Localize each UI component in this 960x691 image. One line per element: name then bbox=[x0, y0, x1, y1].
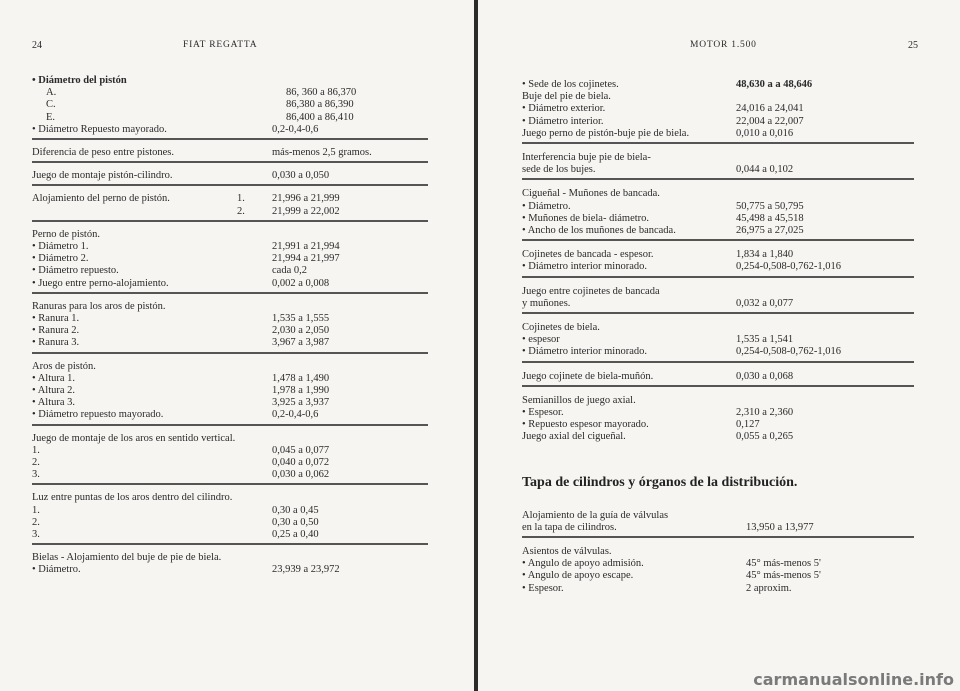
spec-row bbox=[32, 300, 428, 313]
spec-row bbox=[522, 285, 914, 298]
spec-label: • Angulo de apoyo admisión. bbox=[522, 558, 644, 570]
section-divider bbox=[522, 312, 914, 314]
spec-label: Diferencia de peso entre pistones. bbox=[32, 147, 174, 158]
spec-row bbox=[46, 86, 428, 99]
spec-row bbox=[32, 504, 428, 517]
section-divider bbox=[522, 276, 914, 278]
spec-label: • Altura 3. bbox=[32, 397, 76, 409]
spec-row bbox=[32, 192, 428, 205]
spec-value: 21,996 a 21,999 bbox=[272, 193, 340, 205]
spec-label: • Ranura 3. bbox=[32, 337, 80, 349]
spec-value: 0,030 a 0,068 bbox=[736, 370, 794, 382]
section-divider bbox=[522, 239, 914, 241]
spec-row bbox=[32, 360, 428, 373]
spec-label: • Muñones de biela- diámetro. bbox=[522, 212, 650, 224]
spec-row bbox=[522, 248, 914, 261]
spec-row bbox=[522, 345, 914, 358]
spec-row bbox=[32, 408, 428, 421]
spec-value: 21,994 a 21,997 bbox=[272, 253, 340, 265]
spec-row bbox=[522, 127, 914, 140]
spec-label: • Diámetro. bbox=[32, 564, 81, 576]
spec-row bbox=[522, 430, 914, 443]
spec-row bbox=[522, 224, 914, 237]
spec-row bbox=[522, 115, 914, 128]
spec-value: 50,775 a 50,795 bbox=[736, 200, 804, 212]
spec-label: 2. bbox=[32, 457, 40, 468]
spec-label: • Ranura 1. bbox=[32, 313, 80, 324]
spec-label: Cojinetes de biela. bbox=[522, 322, 600, 333]
spec-label: Juego axial del cigueñal. bbox=[522, 431, 626, 443]
spec-value: 26,975 a 27,025 bbox=[736, 225, 804, 236]
spec-value: cada 0,2 bbox=[272, 265, 307, 277]
spec-value: 0,030 a 0,050 bbox=[272, 170, 330, 182]
spec-value: 0,2-0,4-0,6 bbox=[272, 123, 319, 135]
spec-value: 0,2-0,4-0,6 bbox=[272, 409, 319, 421]
spec-value: 2,310 a 2,360 bbox=[736, 407, 794, 418]
spec-row bbox=[32, 74, 428, 87]
spec-value: 0,127 bbox=[736, 419, 760, 431]
left-page bbox=[0, 0, 474, 691]
spec-row bbox=[522, 187, 914, 200]
spec-row bbox=[32, 551, 428, 564]
spec-label: • Diámetro interior. bbox=[522, 115, 604, 127]
spec-value: 21,991 a 21,994 bbox=[272, 241, 340, 252]
section-divider bbox=[522, 142, 914, 144]
spec-row bbox=[32, 396, 428, 409]
spec-row bbox=[32, 491, 428, 504]
spec-value: 86,400 a 86,410 bbox=[286, 111, 354, 123]
spec-value: 2,030 a 2,050 bbox=[272, 325, 330, 337]
spec-label: 2. bbox=[32, 516, 40, 528]
spec-value: 45° más-menos 5' bbox=[746, 558, 821, 570]
spec-row bbox=[522, 394, 914, 407]
section-divider bbox=[32, 292, 428, 294]
spec-row bbox=[32, 146, 428, 159]
spec-row bbox=[32, 169, 428, 182]
page-number: 24 bbox=[32, 40, 42, 51]
spec-label: • espesor bbox=[522, 334, 560, 346]
spec-label: • Diámetro exterior. bbox=[522, 103, 606, 115]
running-head: FIAT REGATTA bbox=[183, 40, 258, 50]
spec-label: • Diámetro repuesto. bbox=[32, 265, 119, 277]
spec-index: 2. bbox=[237, 205, 245, 217]
spec-value: 48,630 a a 48,646 bbox=[736, 79, 813, 90]
spec-row bbox=[32, 384, 428, 397]
spec-row bbox=[32, 123, 428, 136]
spec-value: 45,498 a 45,518 bbox=[736, 212, 804, 224]
spec-label: • Espesor. bbox=[522, 407, 564, 418]
spec-label: 3. bbox=[32, 529, 40, 540]
page-number: 25 bbox=[908, 40, 918, 51]
spec-value: 86,380 a 86,390 bbox=[286, 99, 354, 111]
spec-label: y muñones. bbox=[522, 297, 571, 309]
spec-row bbox=[522, 297, 914, 310]
spec-label: Cigueñal - Muñones de bancada. bbox=[522, 188, 660, 200]
spec-value: 0,30 a 0,50 bbox=[272, 516, 319, 528]
spec-label: 1. bbox=[32, 444, 40, 456]
spec-row bbox=[32, 516, 428, 529]
spec-row bbox=[32, 324, 428, 337]
spec-row bbox=[522, 521, 914, 534]
spec-label: Aros de pistón. bbox=[32, 360, 96, 372]
spec-row bbox=[522, 321, 914, 334]
spec-value: 0,044 a 0,102 bbox=[736, 164, 794, 176]
spec-value: 23,939 a 23,972 bbox=[272, 564, 340, 576]
spec-value: 0,254-0,508-0,762-1,016 bbox=[736, 346, 841, 358]
spec-row bbox=[46, 98, 428, 111]
spec-label: • Ranura 2. bbox=[32, 325, 80, 337]
spec-value: 1,478 a 1,490 bbox=[272, 372, 330, 384]
spec-row bbox=[522, 370, 914, 383]
spec-label: Perno de pistón. bbox=[32, 228, 100, 240]
spec-row bbox=[522, 557, 914, 570]
spec-label: • Diámetro. bbox=[522, 200, 571, 212]
spec-row bbox=[32, 372, 428, 385]
section-divider bbox=[522, 536, 914, 538]
spec-value: 2 aproxim. bbox=[746, 582, 792, 594]
spec-row bbox=[522, 260, 914, 273]
section-divider bbox=[32, 220, 428, 222]
spec-label: • Diámetro 1. bbox=[32, 241, 89, 252]
spec-label: • Espesor. bbox=[522, 582, 564, 594]
spec-row bbox=[32, 240, 428, 253]
spec-label: Cojinetes de bancada - espesor. bbox=[522, 249, 654, 261]
spec-value: 0,045 a 0,077 bbox=[272, 444, 330, 456]
spec-value: 0,25 a 0,40 bbox=[272, 529, 319, 540]
spec-label: C. bbox=[46, 99, 56, 111]
spec-row bbox=[522, 200, 914, 213]
spec-row bbox=[522, 406, 914, 419]
spec-row bbox=[32, 528, 428, 541]
section-divider bbox=[32, 543, 428, 545]
right-page bbox=[478, 0, 960, 691]
spec-row bbox=[522, 163, 914, 176]
spec-value: 1,535 a 1,541 bbox=[736, 334, 794, 346]
spec-index: 1. bbox=[237, 193, 245, 205]
spec-label: en la tapa de cilindros. bbox=[522, 521, 617, 533]
spec-label: Ranuras para los aros de pistón. bbox=[32, 300, 166, 312]
spec-row bbox=[522, 78, 914, 91]
watermark: carmanualsonline.info bbox=[753, 670, 954, 689]
spec-label: Juego de montaje de los aros en sentido vertical. bbox=[32, 432, 236, 444]
spec-label: • Diámetro del pistón bbox=[32, 75, 127, 86]
spec-row bbox=[32, 264, 428, 277]
spec-row bbox=[32, 432, 428, 445]
spec-label: • Diámetro repuesto mayorado. bbox=[32, 409, 164, 421]
spec-value: 0,055 a 0,265 bbox=[736, 431, 794, 443]
spec-value: 0,002 a 0,008 bbox=[272, 277, 330, 289]
spec-label: • Repuesto espesor mayorado. bbox=[522, 419, 649, 431]
section-divider bbox=[32, 483, 428, 485]
spec-label: • Juego entre perno-alojamiento. bbox=[32, 277, 169, 289]
spec-label: Semianillos de juego axial. bbox=[522, 394, 636, 406]
spec-row bbox=[522, 90, 914, 103]
spec-label: • Diámetro 2. bbox=[32, 253, 89, 265]
spec-value: 13,950 a 13,977 bbox=[746, 521, 814, 533]
spec-label: • Altura 1. bbox=[32, 372, 76, 384]
spec-label: Interferencia buje pie de biela- bbox=[522, 152, 651, 163]
section-divider bbox=[522, 361, 914, 363]
spec-row bbox=[522, 582, 914, 595]
spec-row bbox=[522, 509, 914, 522]
section-divider bbox=[32, 161, 428, 163]
spec-row bbox=[32, 468, 428, 481]
spec-value: 3,925 a 3,937 bbox=[272, 397, 330, 409]
spec-row bbox=[32, 336, 428, 349]
section-divider bbox=[32, 138, 428, 140]
spec-label: A. bbox=[46, 87, 57, 99]
spec-row bbox=[32, 444, 428, 457]
section-divider bbox=[522, 385, 914, 387]
spec-value: 1,535 a 1,555 bbox=[272, 313, 330, 324]
spec-label: Juego de montaje pistón-cilindro. bbox=[32, 170, 173, 182]
spec-value: 86, 360 a 86,370 bbox=[286, 87, 357, 99]
spec-row bbox=[32, 312, 428, 325]
spec-label: Bielas - Alojamiento del buje de pie de biela. bbox=[32, 552, 222, 564]
section-heading: Tapa de cilindros y órganos de la distribución. bbox=[522, 474, 798, 490]
section-divider bbox=[32, 184, 428, 186]
spec-value: 22,004 a 22,007 bbox=[736, 115, 804, 127]
section-divider bbox=[522, 178, 914, 180]
spec-row bbox=[522, 212, 914, 225]
spec-label: • Diámetro interior minorado. bbox=[522, 346, 647, 358]
spec-value: 3,967 a 3,987 bbox=[272, 337, 330, 349]
spec-row bbox=[46, 111, 428, 124]
spec-row bbox=[32, 277, 428, 290]
spec-value: 0,032 a 0,077 bbox=[736, 297, 794, 309]
spec-label: • Diámetro interior minorado. bbox=[522, 261, 647, 273]
spec-value: más-menos 2,5 gramos. bbox=[272, 147, 372, 158]
spec-value: 1,834 a 1,840 bbox=[736, 249, 794, 261]
spec-row bbox=[522, 545, 914, 558]
section-divider bbox=[32, 424, 428, 426]
spec-row bbox=[522, 569, 914, 582]
spec-label: Luz entre puntas de los aros dentro del cilindro. bbox=[32, 492, 233, 504]
spec-label: Buje del pie de biela. bbox=[522, 91, 611, 103]
spec-row bbox=[32, 563, 428, 576]
spec-label: • Ancho de los muñones de bancada. bbox=[522, 225, 676, 236]
spec-row bbox=[522, 418, 914, 431]
spec-row bbox=[32, 252, 428, 265]
spec-value: 21,999 a 22,002 bbox=[272, 205, 340, 217]
spec-value: 0,254-0,508-0,762-1,016 bbox=[736, 261, 841, 273]
spec-value: 0,30 a 0,45 bbox=[272, 504, 319, 516]
spec-label: Asientos de válvulas. bbox=[522, 546, 612, 557]
spec-row bbox=[32, 205, 428, 218]
spec-label: • Sede de los cojinetes. bbox=[522, 79, 619, 90]
spec-label: • Angulo de apoyo escape. bbox=[522, 570, 634, 582]
spec-row bbox=[32, 228, 428, 241]
spec-value: 0,040 a 0,072 bbox=[272, 457, 330, 468]
spec-row bbox=[522, 151, 914, 164]
spec-label: Alojamiento del perno de pistón. bbox=[32, 193, 170, 205]
spec-row bbox=[522, 333, 914, 346]
spec-label: sede de los bujes. bbox=[522, 164, 596, 176]
spec-row bbox=[522, 102, 914, 115]
spec-label: • Diámetro Repuesto mayorado. bbox=[32, 123, 167, 135]
spec-value: 24,016 a 24,041 bbox=[736, 103, 804, 115]
running-head: MOTOR 1.500 bbox=[690, 40, 757, 50]
spec-label: E. bbox=[46, 111, 56, 123]
spec-value: 1,978 a 1,990 bbox=[272, 385, 330, 396]
spec-label: Juego cojinete de biela-muñón. bbox=[522, 370, 654, 382]
spec-label: 1. bbox=[32, 504, 40, 516]
spec-value: 45° más-menos 5' bbox=[746, 570, 821, 582]
spec-value: 0,030 a 0,062 bbox=[272, 469, 330, 481]
section-divider bbox=[32, 352, 428, 354]
spec-label: • Altura 2. bbox=[32, 385, 76, 396]
spec-value: 0,010 a 0,016 bbox=[736, 127, 794, 139]
spec-row bbox=[32, 456, 428, 469]
spec-label: 3. bbox=[32, 469, 40, 481]
spec-label: Juego entre cojinetes de bancada bbox=[522, 285, 660, 297]
spec-label: Alojamiento de la guía de válvulas bbox=[522, 509, 669, 521]
spec-label: Juego perno de pistón-buje pie de biela. bbox=[522, 127, 690, 139]
